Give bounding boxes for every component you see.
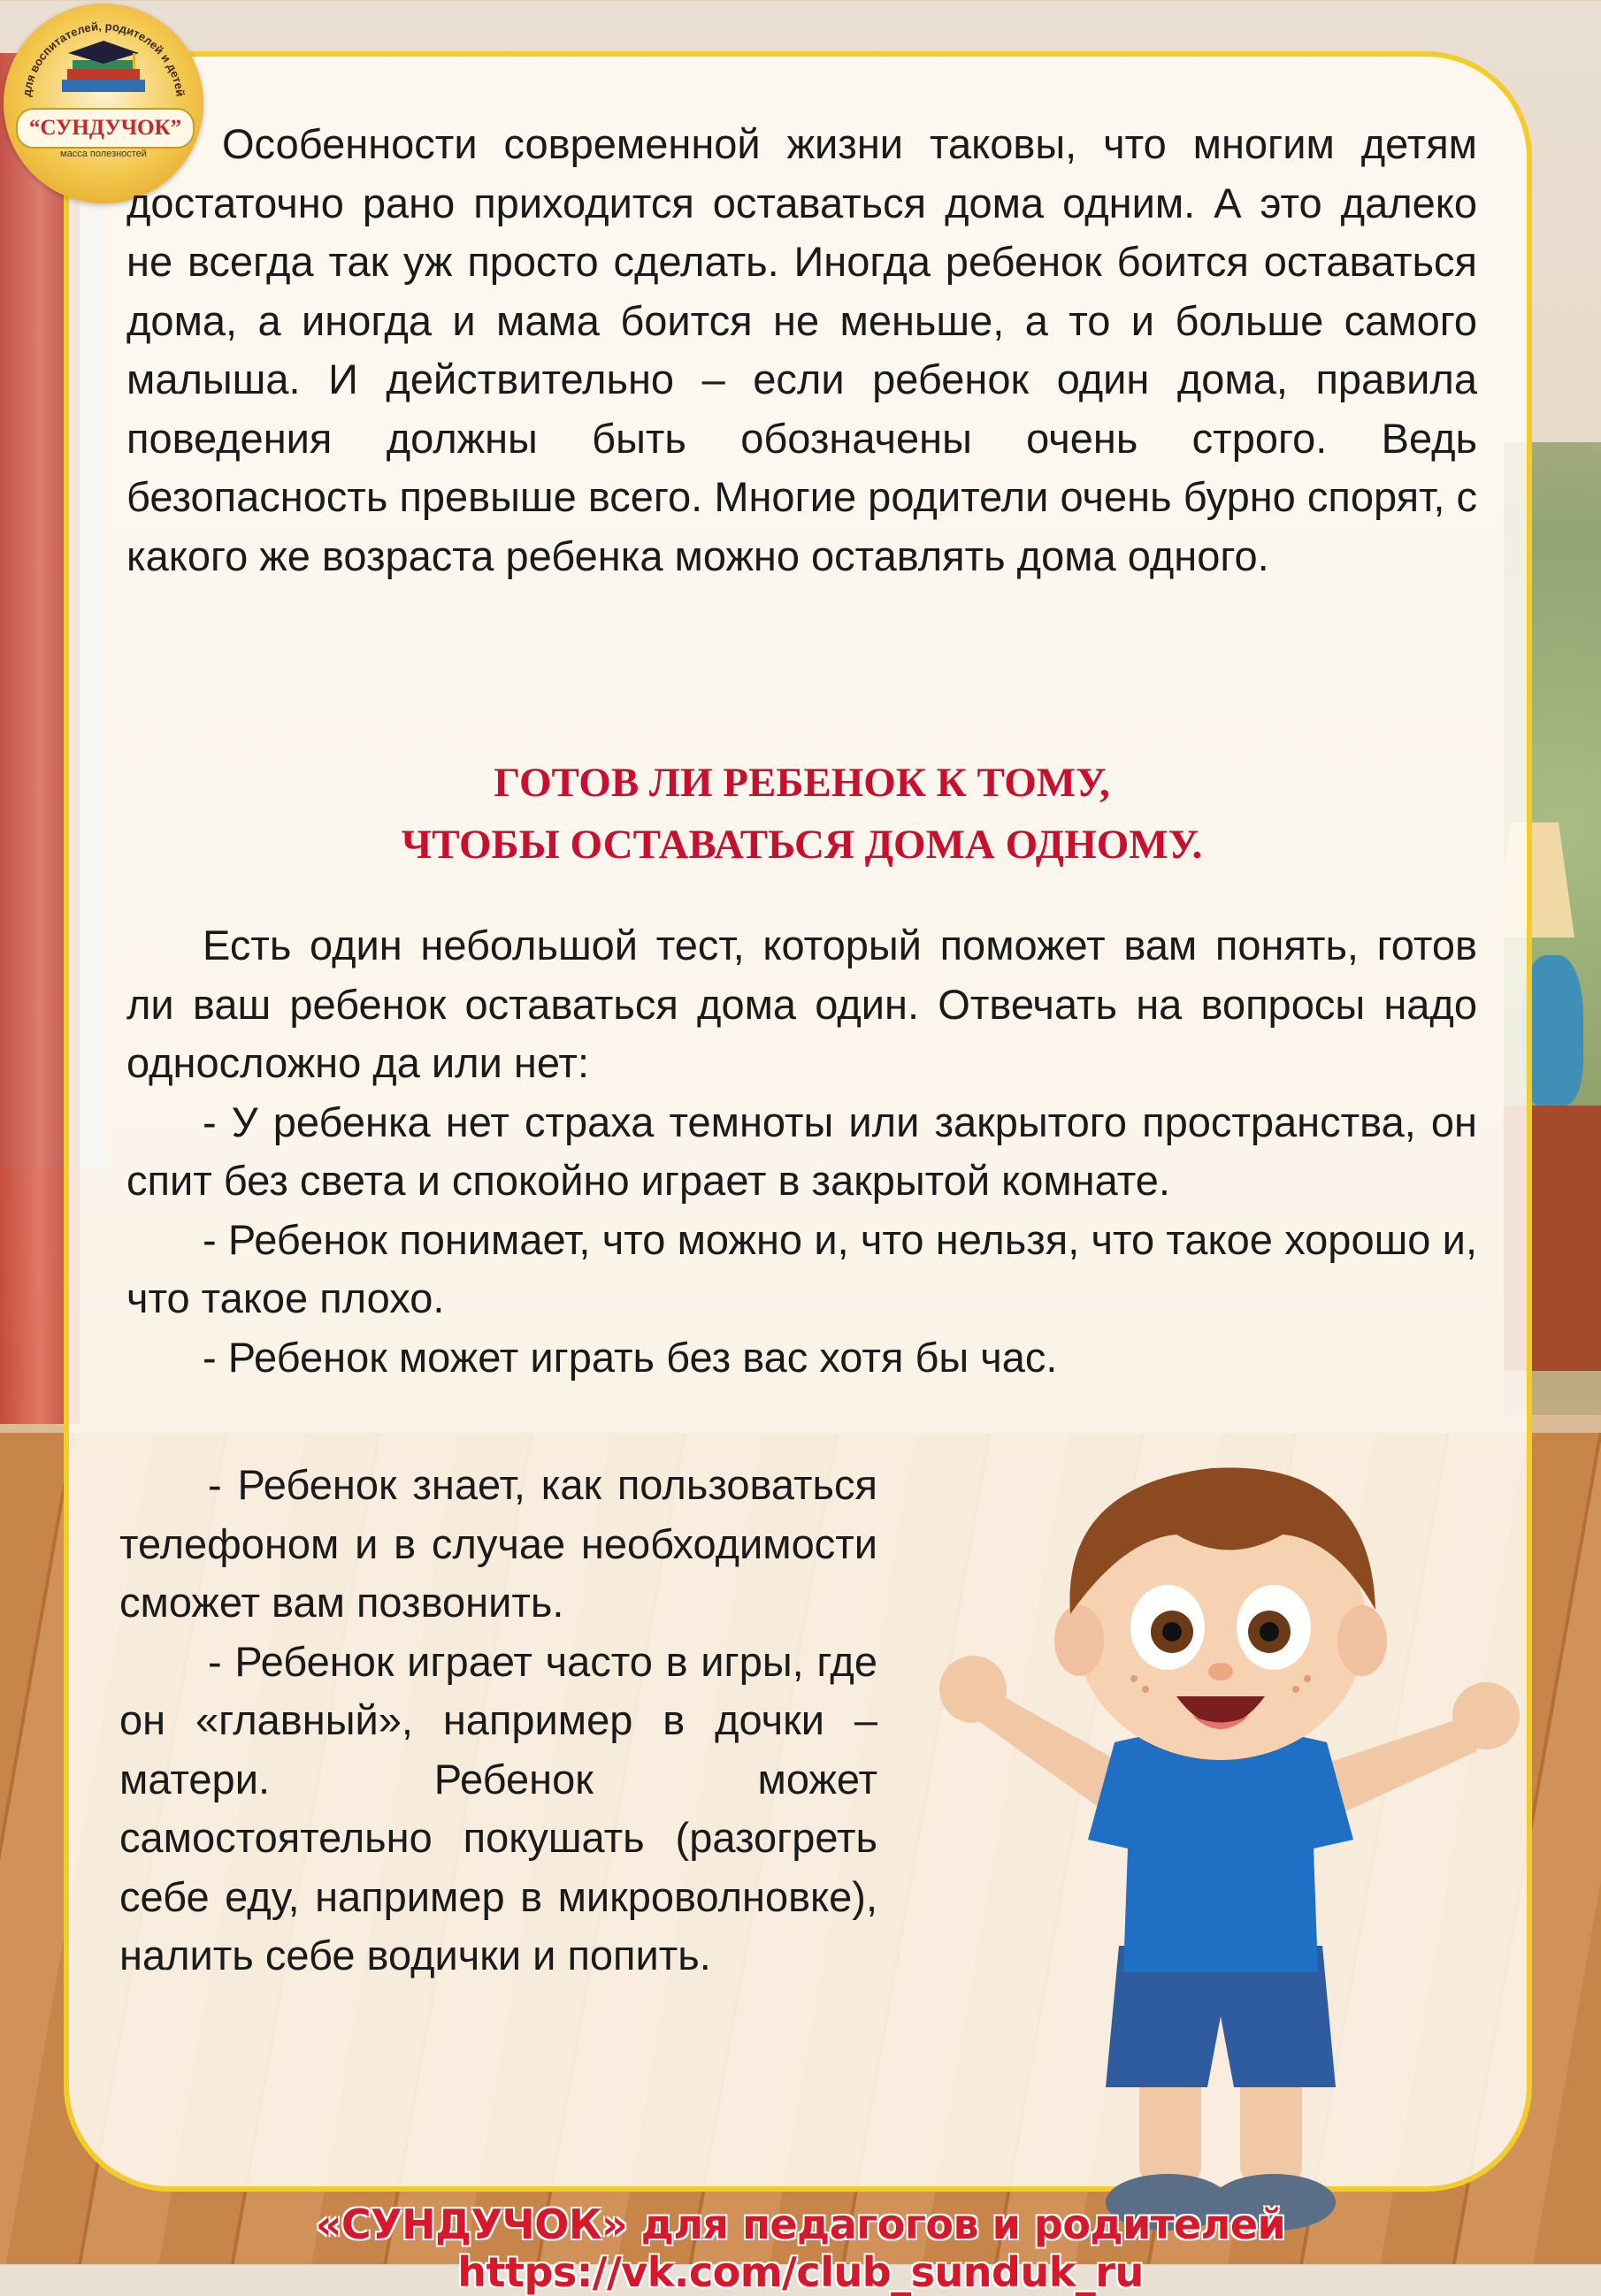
heading-line-1: ГОТОВ ЛИ РЕБЕНОК К ТОМУ, xyxy=(494,760,1110,806)
footer-link[interactable]: «СУНДУЧОК» для педагогов и родителей https://vk.com/club_sunduk_ru xyxy=(315,2200,1286,2296)
books-icon xyxy=(55,41,152,103)
heading-line-2: ЧТОБЫ ОСТАВАТЬСЯ ДОМА ОДНОМУ. xyxy=(401,822,1203,868)
test-intro: Есть один небольшой тест, который поможет вам понять, готов ли ваш ребенок оставаться дома один. Отвечать на вопросы надо односложно да или нет: xyxy=(126,922,1477,1086)
logo-tagline: масса полезностей xyxy=(60,149,147,159)
section-heading xyxy=(126,752,1477,876)
test-block xyxy=(126,916,1477,1387)
test-item: - Ребенок понимает, что можно и, что нельзя, что такое хорошо и, что такое плохо. xyxy=(126,1215,1477,1321)
boy-illustration xyxy=(911,1450,1548,2246)
test-block-left xyxy=(119,1456,877,1986)
test-item: - Ребенок может играть без вас хотя бы час. xyxy=(203,1333,1058,1381)
intro-paragraph: Особенности современной жизни таковы, что многим детям достаточно рано приходится оставаться дома одним. А это далеко не всегда так уж просто сделать. Иногда ребенок боится оставаться дома, а иногда и мама боится не меньше, а то и больше самого малыша. И действительно – если ребенок один дома, правила поведения должны быть обозначены очень строго. Ведь безопасность превыше всего. Многие родители очень бурно спорят, с какого же возраста ребенка можно оставлять дома одного. xyxy=(126,120,1477,579)
logo-name: “СУНДУЧОК” xyxy=(16,108,195,149)
test-item: - У ребенка нет страха темноты или закрытого пространства, он спит без света и спокойно играет в закрытой комнате. xyxy=(126,1098,1477,1204)
test-item: - Ребенок знает, как пользоваться телефоном и в случае необходимости сможет вам позвонить. xyxy=(119,1461,877,1626)
test-item: - Ребенок играет часто в игры, где он «главный», например в дочки – матери. Ребенок может самостоятельно покушать (разогреть себе еду, например в микроволновке), налить себе водички и попить. xyxy=(119,1637,877,1978)
svg-text:для воспитателей, родителей и: для воспитателей, родителей и детей xyxy=(19,19,188,98)
